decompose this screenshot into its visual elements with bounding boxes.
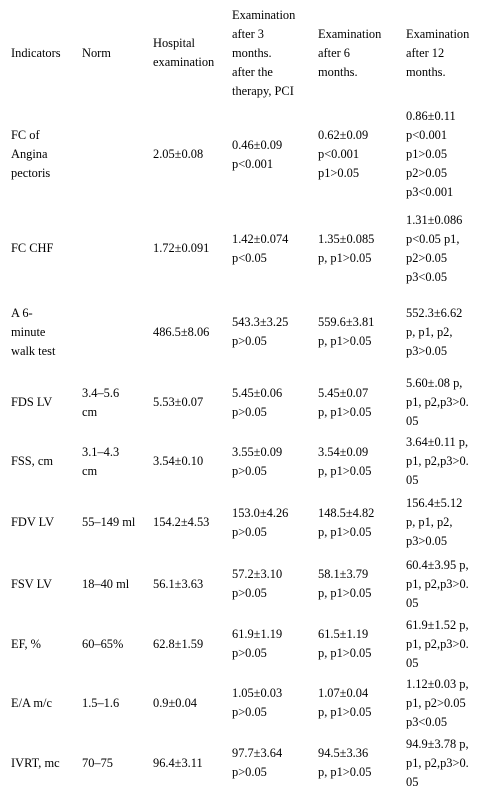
table-cell: IVRT, mc (11, 755, 60, 770)
table-cell: 3.1–4.3 cm (82, 444, 120, 478)
table-cell: 1.05±0.03 p>0.05 (232, 686, 283, 719)
table-cell: 1.42±0.074 p<0.05 (232, 231, 289, 265)
table-cell: 57.2±3.10 p>0.05 (232, 567, 283, 600)
table-cell: 3.64±0.11 p, p1, p2,p3>0. 05 (406, 435, 469, 487)
table-row (3, 373, 497, 432)
table-cell: 2.05±0.08 (153, 147, 204, 161)
table-row (3, 491, 497, 554)
table-cell: 94.5±3.36 p, p1>0.05 (318, 746, 372, 779)
table-row (3, 206, 497, 291)
table-cell: 60–65% (82, 636, 124, 651)
table-cell: A 6- minute walk test (11, 305, 56, 358)
table-cell: 94.9±3.78 p, p1, p2,p3>0. 05 (406, 736, 469, 789)
header-cell: Indicators (11, 45, 61, 60)
table-row (3, 614, 497, 674)
table-cell: 5.60±.08 p, p1, p2,p3>0. 05 (406, 376, 469, 428)
table-row (3, 674, 497, 732)
table-cell: 96.4±3.11 (153, 755, 203, 770)
table-cell: 3.54±0.10 (153, 454, 204, 468)
table-cell: 559.6±3.81 p, p1>0.05 (318, 315, 375, 348)
table-cell: FDS LV (11, 395, 53, 409)
table-row (3, 103, 497, 206)
table-cell: 97.7±3.64 p>0.05 (232, 746, 283, 779)
table-cell: 0.62±0.09 p<0.001 p1>0.05 (318, 128, 369, 180)
table-cell: 1.72±0.091 (153, 241, 210, 255)
table-cell: 154.2±4.53 (153, 515, 210, 529)
table-cell: 0.9±0.04 (153, 695, 197, 710)
table-row (3, 432, 497, 491)
table-cell: 18–40 ml (82, 576, 130, 591)
header-cell: Hospital examination (153, 36, 215, 69)
table-cell: 62.8±1.59 (153, 636, 204, 651)
table-row (3, 291, 497, 373)
table-cell: 5.45±0.07 p, p1>0.05 (318, 385, 372, 419)
table-cell: FSV LV (11, 576, 52, 591)
table-cell: 148.5±4.82 p, p1>0.05 (318, 505, 375, 539)
table-cell: FC of Angina pectoris (11, 128, 51, 180)
table-cell: 486.5±8.06 (153, 324, 210, 339)
table-cell: 61.5±1.19 p, p1>0.05 (318, 627, 372, 660)
table-cell: 156.4±5.12 p, p1, p2, p3>0.05 (406, 496, 463, 548)
table-cell: 0.86±0.11 p<0.001 p1>0.05 p2>0.05 p3<0.001 (406, 109, 456, 199)
table-cell: 3.4–5.6 cm (82, 385, 120, 419)
table-cell: 153.0±4.26 p>0.05 (232, 505, 289, 539)
table-row (3, 554, 497, 614)
table-cell: 70–75 (82, 755, 113, 770)
header-cell: Norm (82, 45, 111, 60)
table-cell: 3.54±0.09 p, p1>0.05 (318, 444, 372, 478)
header-row (3, 3, 497, 103)
table-cell: 61.9±1.19 p>0.05 (232, 627, 283, 660)
table-cell: FDV LV (11, 515, 55, 529)
table-cell: 60.4±3.95 p, p1, p2,p3>0. 05 (406, 557, 469, 610)
table-row (3, 732, 497, 794)
table-cell: 552.3±6.62 p, p1, p2, p3>0.05 (406, 305, 463, 358)
table-cell (74, 291, 145, 373)
table-cell (74, 206, 145, 291)
table-cell: 1.12±0.03 p, p1, p2>0.05 p3<0.05 (406, 676, 469, 729)
header-cell: Examination after 12 months. (406, 26, 470, 79)
header-cell: Examination after 3 months. after the therapy, PCI (232, 7, 296, 98)
table-cell: 61.9±1.52 p, p1, p2,p3>0. 05 (406, 617, 469, 670)
table-cell: E/A m/c (11, 695, 52, 710)
header-cell: Examination after 6 months. (318, 26, 382, 79)
table-cell: 58.1±3.79 p, p1>0.05 (318, 567, 372, 600)
table-cell: EF, % (11, 636, 41, 651)
table-cell: 5.45±0.06 p>0.05 (232, 385, 283, 419)
results-table (3, 3, 497, 794)
table-cell: FSS, cm (11, 454, 54, 468)
table-cell: FC CHF (11, 241, 54, 255)
table-cell: 1.07±0.04 p, p1>0.05 (318, 686, 372, 719)
table-cell: 1.31±0.086 p<0.05 p1, p2>0.05 p3<0.05 (406, 212, 463, 284)
table-cell: 3.55±0.09 p>0.05 (232, 444, 283, 478)
table-cell: 5.53±0.07 (153, 395, 204, 409)
table-cell: 1.35±0.085 p, p1>0.05 (318, 231, 375, 265)
table-cell: 1.5–1.6 (82, 695, 120, 710)
table-cell: 55–149 ml (82, 515, 136, 529)
table-cell: 543.3±3.25 p>0.05 (232, 315, 289, 348)
table-cell: 0.46±0.09 p<0.001 (232, 137, 283, 171)
table-cell: 56.1±3.63 (153, 576, 204, 591)
table-cell (74, 103, 145, 206)
